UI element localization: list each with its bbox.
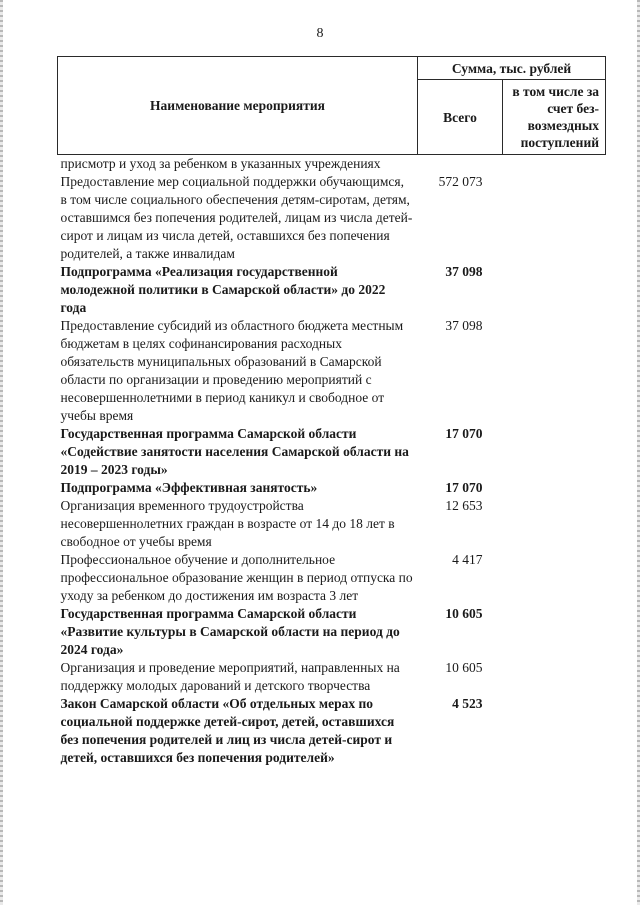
row-name: Государственная программа Самарской области «Развитие культуры в Самарской области на период до 2024 года» <box>60 606 400 657</box>
row-incl <box>503 425 606 479</box>
row-total: 17 070 <box>445 426 483 441</box>
row-name: Организация и проведение мероприятий, направленных на поддержку молодых дарований и детского творчества <box>60 660 400 693</box>
row-total: 4 523 <box>452 696 483 711</box>
row-total: 17 070 <box>445 480 483 495</box>
row-incl <box>503 317 606 425</box>
row-total: 4 417 <box>452 552 483 567</box>
table-row <box>58 479 606 497</box>
row-total: 37 098 <box>445 318 483 333</box>
row-total: 10 605 <box>445 606 483 621</box>
table-row <box>58 263 606 317</box>
row-name: Закон Самарской области «Об отдельных мерах по социальной поддержке детей-сирот, детей, оставшихся без попечения родителей и лиц из числа детей-сирот и детей, оставшихся без попечения родителей» <box>60 696 395 765</box>
row-incl <box>503 605 606 659</box>
header-incl: в том числе за счет без-возмездных поступлений <box>503 80 606 155</box>
row-incl <box>503 659 606 695</box>
row-name: Подпрограмма «Реализация государственной молодежной политики в Самарской области» до 2022 года <box>60 264 386 315</box>
table-row <box>58 551 606 605</box>
table-body <box>58 155 606 768</box>
table-row <box>58 605 606 659</box>
table-row <box>58 659 606 695</box>
row-name: Подпрограмма «Эффективная занятость» <box>60 480 318 495</box>
table-header <box>58 57 606 155</box>
row-total: 10 605 <box>445 660 483 675</box>
table-row <box>58 317 606 425</box>
page-number: 8 <box>316 26 324 41</box>
row-name: Государственная программа Самарской области «Содействие занятости населения Самарской области на 2019 – 2023 годы» <box>60 426 409 477</box>
row-name: Предоставление мер социальной поддержки обучающимся, в том числе социального обеспечения детям-сиротам, детям, оставшимся без попечения родителей, лицам из числа детей-сирот и лицам из числа детей, оставшихся без попечения родителей, а также инвалидам <box>60 174 413 261</box>
row-name: Организация временного трудоустройства несовершеннолетних граждан в возрасте от 14 до 18 лет в свободное от учебы время <box>60 498 395 549</box>
row-incl <box>503 155 606 174</box>
measures-table <box>57 56 606 767</box>
row-incl <box>503 497 606 551</box>
scan-edge-left <box>0 0 3 905</box>
row-name: Профессиональное обучение и дополнительное профессиональное образование женщин в период отпуска по уходу за ребенком до достижения им возраста 3 лет <box>60 552 413 603</box>
table-row <box>58 155 606 174</box>
header-name: Наименование мероприятия <box>58 57 418 155</box>
row-incl <box>503 551 606 605</box>
row-incl <box>503 479 606 497</box>
row-name: присмотр и уход за ребенком в указанных учреждениях <box>60 156 381 171</box>
row-incl <box>503 695 606 767</box>
row-incl <box>503 173 606 263</box>
table-row <box>58 497 606 551</box>
header-sum: Сумма, тыс. рублей <box>418 57 606 80</box>
header-total: Всего <box>418 80 503 155</box>
table-row <box>58 695 606 767</box>
row-name: Предоставление субсидий из областного бюджета местным бюджетам в целях софинансирования расходных обязательств муниципальных образований в Самарской области по организации и проведению мероприятий с несовершеннолетними в период каникул и свободное от учебы время <box>60 318 404 423</box>
row-total: 12 653 <box>445 498 483 513</box>
row-total: 572 073 <box>438 174 483 189</box>
row-incl <box>503 263 606 317</box>
table-row <box>58 425 606 479</box>
row-total <box>418 155 503 174</box>
row-total: 37 098 <box>445 264 483 279</box>
table-row <box>58 173 606 263</box>
